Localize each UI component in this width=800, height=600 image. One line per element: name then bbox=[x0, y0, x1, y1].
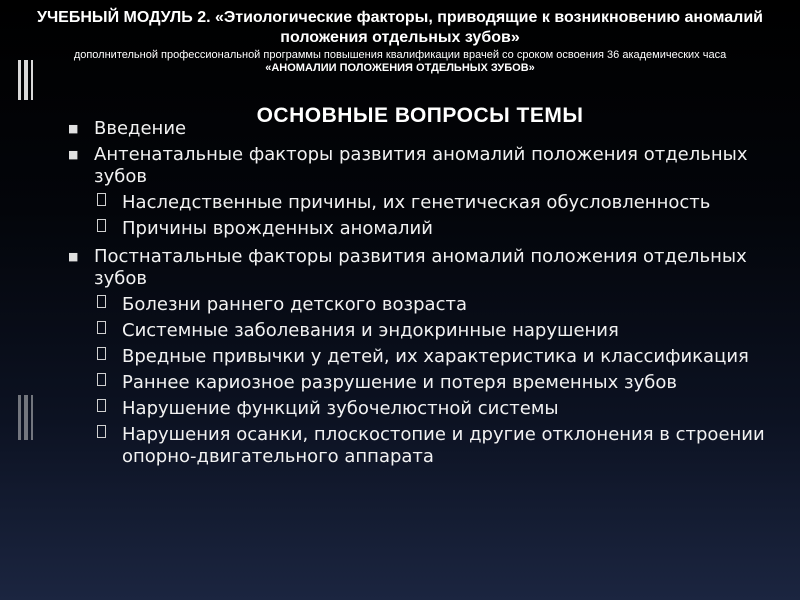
box-bullet-icon bbox=[97, 295, 106, 308]
slide-title: ОСНОВНЫЕ ВОПРОСЫ ТЕМЫ bbox=[256, 104, 584, 127]
program-subtitle: дополнительной профессиональной программы повышения квалификации врачей со сроком освоения 36 академических часа bbox=[73, 49, 727, 61]
square-bullet-icon: ■ bbox=[68, 148, 79, 161]
list-item: ■ Постнатальные факторы развития аномалий положения отдельных зубов bbox=[68, 246, 747, 289]
list-subitem: Наследственные причины, их генетическая обусловленность bbox=[68, 192, 768, 214]
slide-header bbox=[0, 8, 800, 75]
box-bullet-icon bbox=[97, 425, 106, 438]
box-bullet-icon bbox=[97, 219, 106, 232]
list-subitem: Причины врожденных аномалий bbox=[68, 218, 768, 240]
list-subitem: Раннее кариозное разрушение и потеря временных зубов bbox=[68, 372, 768, 394]
list-subitem: Нарушение функций зубочелюстной системы bbox=[68, 398, 768, 420]
list-subitem: Болезни раннего детского возраста bbox=[68, 294, 768, 316]
list-item: ■ Антенатальные факторы развития аномалий положения отдельных зубов bbox=[68, 144, 748, 187]
list-item: ■ Введение bbox=[68, 118, 187, 139]
list-subitem: Вредные привычки у детей, их характеристика и классификация bbox=[68, 346, 768, 368]
box-bullet-icon bbox=[97, 193, 106, 206]
decorative-stripes bbox=[0, 0, 42, 600]
box-bullet-icon bbox=[97, 399, 106, 412]
box-bullet-icon bbox=[97, 321, 106, 334]
box-bullet-icon bbox=[97, 347, 106, 360]
list-subitem: Системные заболевания и эндокринные нарушения bbox=[68, 320, 768, 342]
topic-list bbox=[68, 118, 768, 472]
square-bullet-icon: ■ bbox=[68, 250, 79, 263]
module-title: УЧЕБНЫЙ МОДУЛЬ 2. «Этиологические факторы, приводящие к возникновению аномалий положения отдельных зубов» bbox=[36, 9, 764, 46]
box-bullet-icon bbox=[97, 373, 106, 386]
square-bullet-icon: ■ bbox=[68, 122, 79, 135]
list-subitem: Нарушения осанки, плоскостопие и другие отклонения в строении опорно-двигательного аппарата bbox=[68, 424, 768, 468]
program-name: «АНОМАЛИИ ПОЛОЖЕНИЯ ОТДЕЛЬНЫХ ЗУБОВ» bbox=[265, 62, 535, 74]
